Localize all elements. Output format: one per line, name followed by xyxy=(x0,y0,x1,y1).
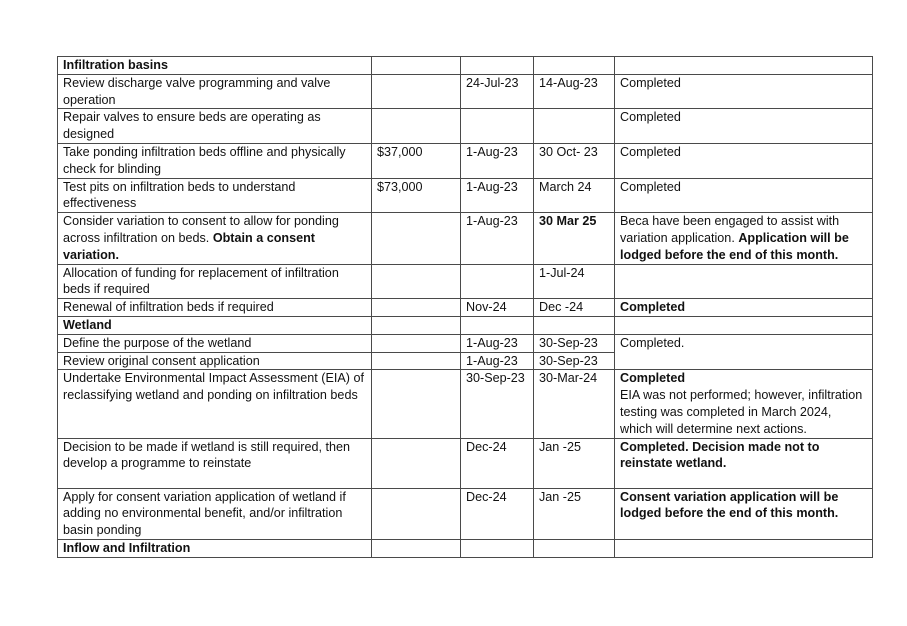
status-cell xyxy=(615,488,873,539)
task-cell: Apply for consent variation application of wetland if adding no environmental benefit, and/or infiltration basin ponding xyxy=(58,488,372,539)
cost-cell xyxy=(372,264,461,299)
end-cell: 30-Sep-23 xyxy=(534,352,615,370)
end-cell xyxy=(534,213,615,264)
end-cell: 30 Oct- 23 xyxy=(534,143,615,178)
section-row xyxy=(58,57,873,75)
status-bold-text: Completed xyxy=(620,371,686,386)
status-cell xyxy=(615,264,873,299)
task-cell: Review original consent application xyxy=(58,352,372,370)
cost-cell: $73,000 xyxy=(372,178,461,213)
task-cell: Allocation of funding for replacement of infiltration beds if required xyxy=(58,264,372,299)
start-cell: 1-Aug-23 xyxy=(461,143,534,178)
end-cell: Jan -25 xyxy=(534,438,615,488)
task-cell: Decision to be made if wetland is still required, then develop a programme to reinstate xyxy=(58,438,372,488)
status-bold-text: Completed xyxy=(620,300,686,315)
status-cell: Completed xyxy=(615,74,873,109)
end-cell: 30-Sep-23 xyxy=(534,334,615,352)
cost-cell xyxy=(372,438,461,488)
table-row xyxy=(58,299,873,317)
table-row xyxy=(58,109,873,144)
start-cell xyxy=(461,109,534,144)
task-text: Consider variation to consent to allow for ponding across infiltration on beds. xyxy=(63,214,339,245)
table-row xyxy=(58,488,873,539)
table-row xyxy=(58,370,873,438)
start-cell: 1-Aug-23 xyxy=(461,352,534,370)
section-title: Wetland xyxy=(58,316,372,334)
cost-cell xyxy=(372,109,461,144)
table-row xyxy=(58,334,873,352)
end-date-bold: 30 Mar 25 xyxy=(539,214,597,229)
schedule-table xyxy=(57,56,873,558)
task-cell: Review discharge valve programming and valve operation xyxy=(58,74,372,109)
end-cell: March 24 xyxy=(534,178,615,213)
status-cell xyxy=(615,352,873,370)
start-cell: Dec-24 xyxy=(461,488,534,539)
start-cell: Nov-24 xyxy=(461,299,534,317)
end-cell: 30-Mar-24 xyxy=(534,370,615,438)
status-bold-text: Consent variation application will be lodged before the end of this month. xyxy=(620,489,839,521)
status-cell xyxy=(615,370,873,438)
status-cell xyxy=(615,299,873,317)
status-cell: Completed xyxy=(615,109,873,144)
status-text: Beca have been engaged to assist with variation application. xyxy=(620,214,840,245)
section-row xyxy=(58,316,873,334)
status-cell: Completed xyxy=(615,143,873,178)
task-cell: Take ponding infiltration beds offline and physically check for blinding xyxy=(58,143,372,178)
cost-cell xyxy=(372,352,461,370)
cost-cell: $37,000 xyxy=(372,143,461,178)
end-cell: 14-Aug-23 xyxy=(534,74,615,109)
status-cell xyxy=(615,213,873,264)
task-cell xyxy=(58,213,372,264)
table-row xyxy=(58,438,873,488)
table-row xyxy=(58,178,873,213)
task-cell: Renewal of infiltration beds if required xyxy=(58,299,372,317)
cost-cell xyxy=(372,299,461,317)
status-bold-text: Completed. Decision made not to reinstate wetland. xyxy=(620,439,820,471)
start-cell: 24-Jul-23 xyxy=(461,74,534,109)
table-row xyxy=(58,74,873,109)
task-tail-text: . xyxy=(115,247,119,262)
section-title: Inflow and Infiltration xyxy=(58,539,372,557)
task-cell: Define the purpose of the wetland xyxy=(58,334,372,352)
start-cell: 1-Aug-23 xyxy=(461,334,534,352)
status-text: EIA was not performed; however, infiltration testing was completed in March 2024, which will determine next actions. xyxy=(620,388,863,436)
cost-cell xyxy=(372,488,461,539)
start-cell xyxy=(461,264,534,299)
end-cell: Jan -25 xyxy=(534,488,615,539)
status-cell: Completed. xyxy=(615,334,873,352)
task-bold-text: Obtain a consent variation xyxy=(63,230,315,262)
start-cell: 1-Aug-23 xyxy=(461,213,534,264)
table-row xyxy=(58,352,873,370)
cost-cell xyxy=(372,74,461,109)
end-cell: Dec -24 xyxy=(534,299,615,317)
status-cell: Completed xyxy=(615,178,873,213)
section-row xyxy=(58,539,873,557)
start-cell: 1-Aug-23 xyxy=(461,178,534,213)
cost-cell xyxy=(372,334,461,352)
section-title: Infiltration basins xyxy=(58,57,372,75)
table-row xyxy=(58,213,873,264)
task-cell: Undertake Environmental Impact Assessment (EIA) of reclassifying wetland and ponding on infiltration beds xyxy=(58,370,372,438)
cost-cell xyxy=(372,213,461,264)
task-cell: Test pits on infiltration beds to understand effectiveness xyxy=(58,178,372,213)
task-cell: Repair valves to ensure beds are operating as designed xyxy=(58,109,372,144)
end-cell: 1-Jul-24 xyxy=(534,264,615,299)
end-cell xyxy=(534,109,615,144)
status-cell xyxy=(615,438,873,488)
table-row xyxy=(58,143,873,178)
table-row xyxy=(58,264,873,299)
start-cell: 30-Sep-23 xyxy=(461,370,534,438)
status-bold-text: Application will be lodged before the end of this month. xyxy=(620,230,849,262)
start-cell: Dec-24 xyxy=(461,438,534,488)
cost-cell xyxy=(372,370,461,438)
